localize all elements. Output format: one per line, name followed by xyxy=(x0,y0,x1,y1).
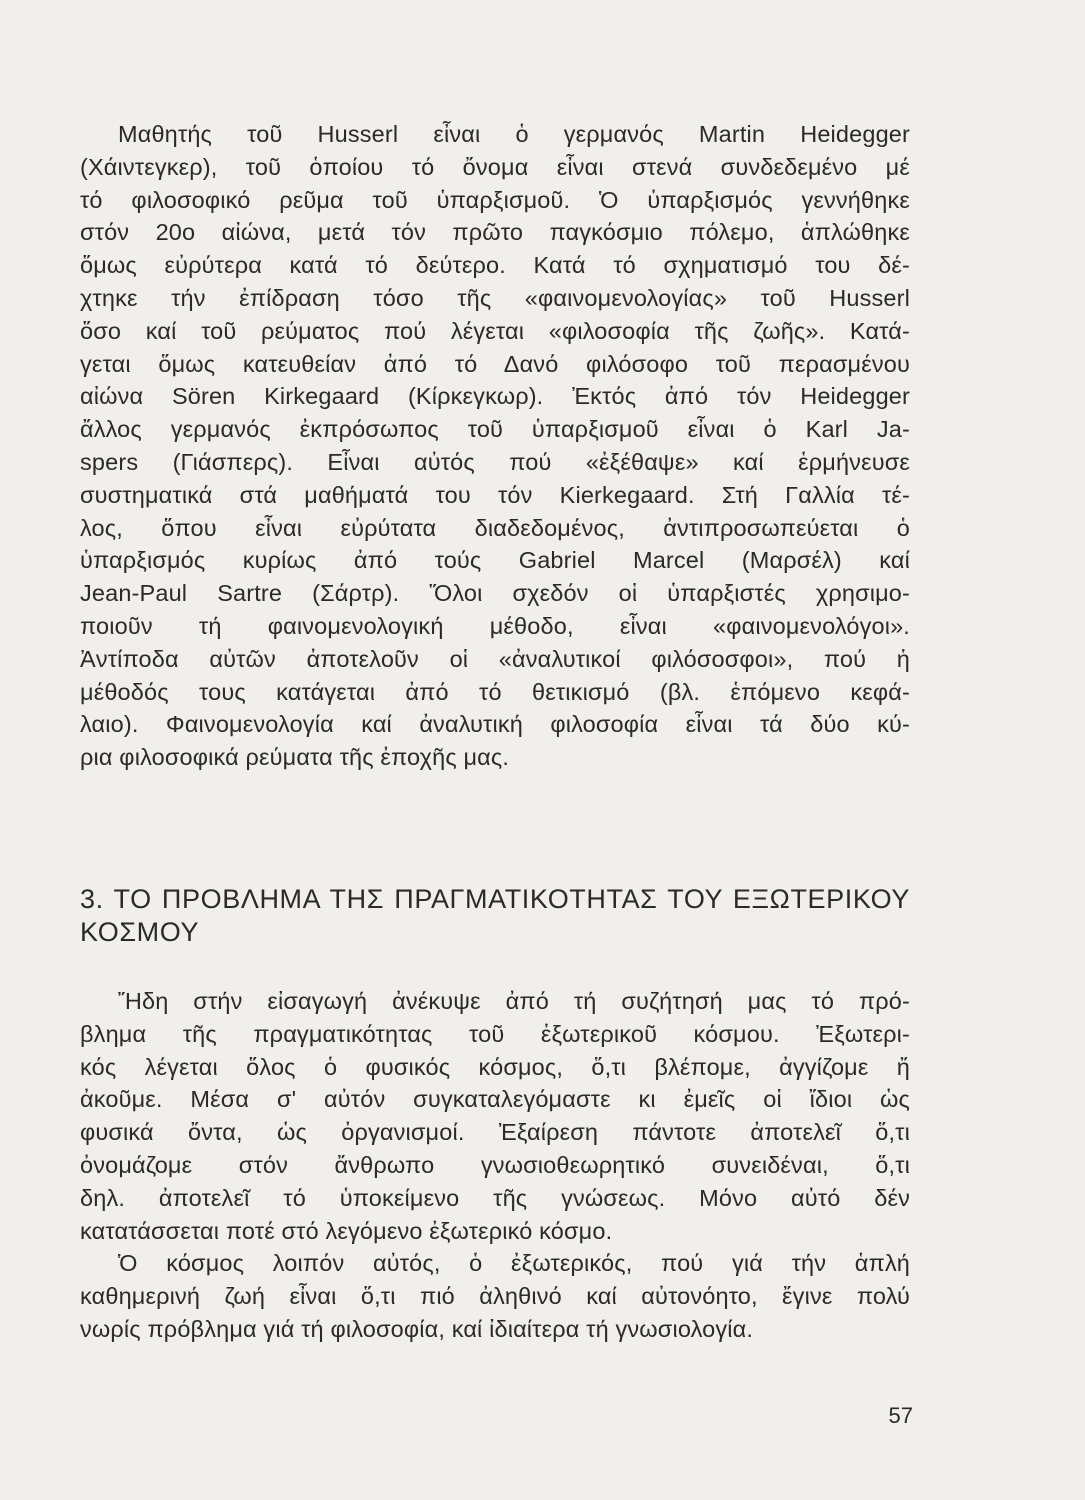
section-heading: 3. ΤΟ ΠΡΟΒΛΗΜΑ ΤΗΣ ΠΡΑΓΜΑΤΙΚΟΤΗΤΑΣ ΤΟΥ ΕΞΩΤΕΡΙΚΟΥ ΚΟΣΜΟΥ xyxy=(80,884,910,947)
text-line: ὀνομάζομε στόν ἄνθρωπο γνωσιοθεωρητικό συνειδέναι, ὅ,τι xyxy=(80,1151,910,1178)
paragraph-heidegger-existentialism xyxy=(80,118,910,774)
text-line: spers (Γιάσπερς). Εἶναι αὐτός πού «ἐξέθαψε» καί ἑρμήνευσε xyxy=(80,448,910,475)
text-line: ὑπαρξισμός κυρίως ἀπό τούς Gabriel Marcel (Μαρσέλ) καί xyxy=(80,547,910,574)
text-line: αἰώνα Sören Kirkegaard (Κίρκεγκωρ). Ἐκτός ἀπό τόν Heidegger xyxy=(80,383,910,410)
text-line: Ὁ κόσμος λοιπόν αὐτός, ὁ ἐξωτερικός, πού γιά τήν ἁπλή xyxy=(118,1250,910,1277)
text-line: ὅσο καί τοῦ ρεύματος πού λέγεται «φιλοσοφία τῆς ζωῆς». Κατά- xyxy=(80,317,910,344)
page-number: 57 xyxy=(888,1403,913,1428)
text-line: βλημα τῆς πραγματικότητας τοῦ ἐξωτερικοῦ κόσμου. Ἐξωτερι- xyxy=(80,1020,910,1047)
text-line: χτηκε τήν ἐπίδραση τόσο τῆς «φαινομενολογίας» τοῦ Husserl xyxy=(80,284,910,311)
text-line: συστηματικά στά μαθήματά του τόν Kierkegaard. Στή Γαλλία τέ- xyxy=(80,481,910,508)
text-line: Ἤδη στήν εἰσαγωγή ἀνέκυψε ἀπό τή συζήτησή μας τό πρό- xyxy=(118,988,910,1014)
text-line: δηλ. ἀποτελεῖ τό ὑποκείμενο τῆς γνώσεως. Μόνο αὐτό δέν xyxy=(80,1184,910,1211)
text-line: ἀκοῦμε. Μέσα σ' αὐτόν συγκαταλεγόμαστε κι ἐμεῖς οἱ ἴδιοι ὡς xyxy=(80,1086,910,1113)
text-line: γεται ὅμως κατευθείαν ἀπό τό Δανό φιλόσοφο τοῦ περασμένου xyxy=(80,350,910,377)
text-line: κός λέγεται ὅλος ὁ φυσικός κόσμος, ὅ,τι βλέπομε, ἀγγίζομε ἤ xyxy=(80,1053,910,1080)
text-line: νωρίς πρόβλημα γιά τή φιλοσοφία, καί ἰδιαίτερα τή γνωσιολογία. xyxy=(80,1315,754,1342)
text-line: τό φιλοσοφικό ρεῦμα τοῦ ὑπαρξισμοῦ. Ὁ ὑπαρξισμός γεννήθηκε xyxy=(80,186,910,213)
text-line: ὅμως εὐρύτερα κατά τό δεύτερο. Κατά τό σχηματισμό του δέ- xyxy=(80,252,910,279)
text-line: Ἀντίποδα αὐτῶν ἀποτελοῦν οἱ «ἀναλυτικοί φιλόσοσφοι», πού ἡ xyxy=(80,645,910,672)
text-line: ρια φιλοσοφικά ρεύματα τῆς ἐποχῆς μας. xyxy=(80,744,510,771)
paragraph-external-world xyxy=(80,985,910,1346)
text-line: Μαθητής τοῦ Husserl εἶναι ὁ γερμανός Martin Heidegger xyxy=(118,121,910,147)
text-line: (Χάιντεγκερ), τοῦ ὁποίου τό ὄνομα εἶναι στενά συνδεδεμένο μέ xyxy=(80,153,910,180)
text-line: στόν 20ο αἰώνα, μετά τόν πρῶτο παγκόσμιο πόλεμο, ἁπλώθηκε xyxy=(80,219,910,246)
text-line: ἄλλος γερμανός ἐκπρόσωπος τοῦ ὑπαρξισμοῦ εἶναι ὁ Karl Ja- xyxy=(80,416,910,443)
text-line: Jean-Paul Sartre (Σάρτρ). Ὅλοι σχεδόν οἱ ὑπαρξιστές χρησιμο- xyxy=(80,580,910,607)
text-line: λος, ὅπου εἶναι εὐρύτατα διαδεδομένος, ἀντιπροσωπεύεται ὁ xyxy=(80,514,910,541)
text-line: καθημερινή ζωή εἶναι ὅ,τι πιό ἀληθινό καί αὐτονόητο, ἔγινε πολύ xyxy=(80,1283,910,1310)
text-line: κατατάσσεται ποτέ στό λεγόμενο ἐξωτερικό κόσμο. xyxy=(80,1217,613,1244)
text-line: μέθοδός τους κατάγεται ἀπό τό θετικισμό (βλ. ἑπόμενο κεφά- xyxy=(80,678,910,705)
text-line: φυσικά ὄντα, ὡς ὀργανισμοί. Ἐξαίρεση πάντοτε ἀποτελεῖ ὅ,τι xyxy=(80,1119,910,1146)
text-line: ποιοῦν τή φαινομενολογική μέθοδο, εἶναι «φαινομενολόγοι». xyxy=(80,612,910,639)
text-line: λαιο). Φαινομενολογία καί ἀναλυτική φιλοσοφία εἶναι τά δύο κύ- xyxy=(80,711,910,738)
